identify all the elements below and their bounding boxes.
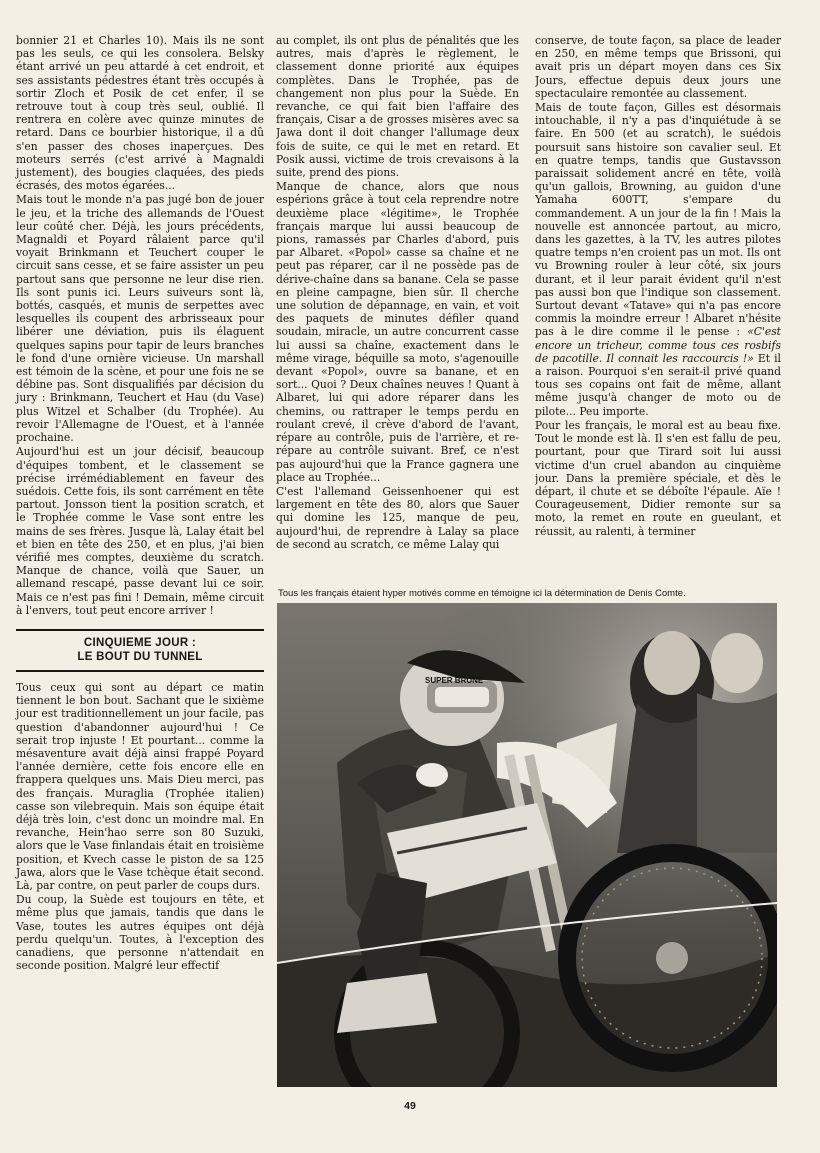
helmet-text: SUPER BRUNE [425, 676, 484, 685]
paragraph: Aujourd'hui est un jour décisif, beaucoup d'équipes tombent, et le classement se précise irrémédiablement en faveur des suédois. Cette fois, ils sont carrément en tête partout. Jonsson tient la position scratch, et le Trophée comme le Vase sont entre les mains de ses frères. Jusque là, Lalay était bel et bien en tête des 250, et en plus, j'ai bien vérifié mes comptes, deuxième du scratch. Manque de chance, voilà que Sauer, un allemand rescapé, passe devant lui ce soir. Mais ce n'est pas fini ! Demain, même circuit à l'envers, tout peut encore arriver ! [16, 445, 264, 617]
paragraph-text: Mais de toute façon, Gilles est désormais intouchable, il n'y a pas d'inquiétude à se faire. En 500 (et au scratch), le suédois poursuit sans histoire son cavalier seul. Et en quatre temps, tandis que Gustavsson paraissait solidement ancré en tête, voilà qu'un gallois, Browning, au guidon d'une Yamaha 600TT, s'empare du commandement. A un jour de la fin ! Mais la nouvelle est annoncée partout, au micro, dans les gazettes, à la TV, les autres pilotes quatre temps n'en croient pas un mot. Ils ont vu Browning rouler à leur côté, six jours durant, et il leur parait évident qu'il n'est pas aussi bon que l'indique son classement. Surtout devant «Tatave» qui n'a pas encore commis la moindre erreur ! Albaret n'hésite pas à le dire comme il le pense : [535, 101, 781, 339]
photo-rider [277, 603, 777, 1087]
paragraph [535, 101, 781, 418]
paragraph: Du coup, la Suède est toujours en tête, et même plus que jamais, tandis que dans le Vase, toutes les autres équipes ont déjà perdu quelqu'un. Toutes, à l'exception des canadiens, que personne n'attendait en seconde position. Malgré leur effectif [16, 893, 264, 973]
paragraph: Mais tout le monde n'a pas jugé bon de jouer le jeu, et la triche des allemands de l'Ouest leur coûté cher. Déjà, les jours précédents, Magnaldi et Poyard râlaient parce qu'il voyait Brinkmann et Teuchert couper le circuit sans cesse, et se faire assister un peu partout sans que personne ne leur dise rien. Ils sont punis ici. Leurs suiveurs sont là, bottés, casqués, et munis de serpettes avec lesquelles ils coupent des arbrisseaux pour libérer une déviation, puis ils élaguent quelques sapins pour tapir de leurs branches le fond d'une ornière vicieuse. Un marshall est témoin de la scène, et pour une fois ne se débine pas. Sont disqualifiés par décision du jury : Brinkmann, Teuchert et Hau (du Vase) plus Witzel et Schalber (du Trophée). Au revoir l'Allemagne de l'Ouest, et à l'année prochaine. [16, 193, 264, 445]
paragraph: Pour les français, le moral est au beau fixe. Tout le monde est là. Il s'en est fallu de peu, pourtant, pour que Tirard soit lui aussi victime d'un cruel abandon au cinquième jour. Dans la première spéciale, et dès le départ, il chute et se déboîte l'épaule. Aïe ! Courageusement, Didier remonte sur sa moto, la remet en route en gueulant, et réussit, au ralenti, à terminer [535, 418, 781, 538]
section-title-line: CINQUIEME JOUR : [83, 636, 197, 649]
paragraph: C'est l'allemand Geissenhoener qui est largement en tête des 80, alors que Sauer qui domine les 125, manque de peu, aujourd'hui, de reprendre à Lalay sa place de second au scratch, ce même Lalay qui [276, 484, 519, 551]
paragraph: Manque de chance, alors que nous espérions grâce à tout cela reprendre notre deuxième place «légitime», le Trophée français marque lui aussi beaucoup de pions, ramassés par Charles d'abord, puis par Albaret. «Popol» casse sa chaîne et ne peut pas réparer, car il ne possède pas de dérive-chaîne dans sa banane. Cela se passe en pleine campagne, bien sûr. Il cherche une solution de dépannage, en vain, et voit des paquets de minutes défiler quand soudain, miracle, un autre concurrent casse lui aussi sa chaîne, exactement dans le même virage, béquille sa moto, s'agenouille devant «Popol», ouvre sa banane, et en sort... Quoi ? Deux chaînes neuves ! Quant à Albaret, lui qui adore réparer dans les chemins, ou rattraper le temps perdu en roulant crevé, il crève d'abord de l'avant, répare au contrôle, puis de l'arrière, et re-répare au contrôle suivant. Bref, ce n'est pas aujourd'hui que la France gagnera une place au Trophée... [276, 180, 519, 484]
paragraph: au complet, ils ont plus de pénalités que les autres, mais d'après le règlement, le classement donne priorité aux équipes complètes. Dans le Trophée, pas de changement non plus pour la Suède. En revanche, ce qui fait bien l'affaire des français, Cisar a de grosses misères avec sa Jawa dont il doit changer l'allumage deux fois de suite, ce qui le met en retard. Et Posik aussi, victime de trois crevaisons à la suite, prend des pions. [276, 34, 519, 180]
paragraph-text: Et il a raison. Pourquoi s'en serait-il privé quand tous ses copains ont fait de même, allant même jusqu'à changer de moto ou de pilote... Peu importe. [535, 351, 781, 418]
rider-photo-drawing [277, 603, 777, 1087]
section-heading [16, 629, 264, 672]
section-title-line: LE BOUT DU TUNNEL [77, 650, 203, 663]
paragraph: bonnier 21 et Charles 10). Mais ils ne sont pas les seuls, ce qui les consolera. Belsky étant arrivé un peu attardé à cet endroit, et ses assistants pédestres étant très occupés à sortir Zloch et Posik de cet enfer, il se retrouve tout à coup très seul, oublié. Il rentrera en colère avec quinze minutes de retard. Dans ce bourbier historique, il a dû s'en passer des choses inaperçues. Des moteurs serrés (c'est arrivé à Magnaldi justement), des bougies claquées, des pieds écrasés, des motos égarées... [16, 34, 264, 193]
page-number: 49 [404, 1100, 416, 1112]
column-3 [535, 34, 781, 584]
paragraph: conserve, de toute façon, sa place de leader en 250, en même temps que Brissoni, qui avait pris un départ moyen dans ces Six Jours, effectue depuis deux jours une spectaculaire remontée au classement. [535, 34, 781, 100]
quote: «C'est encore un tricheur, comme tous ces rosbifs de pacotille. Il connait les raccourcis !» [535, 325, 781, 365]
column-2 [276, 34, 519, 584]
paragraph: Tous ceux qui sont au départ ce matin tiennent le bon bout. Sachant que le sixième jour est traditionnellement un jour facile, pas question d'abandonner aujourd'hui ! Ce serait trop injuste ! Et pourtant... comme la mésaventure avait déjà ainsi frappé Poyard l'année dernière, cette fois encore elle en frappera quelques uns. Mais Dieu merci, pas des français. Muraglia (Trophée italien) casse son vilebrequin. Mais son équipe était déjà très loin, c'est donc un moindre mal. En revanche, Hein'hao serre son 80 Suzuki, alors que le Vase finlandais était en troisième position, et Kvech casse le piston de sa 125 Jawa, alors que le Vase tchèque était second. Là, par contre, on peut parler de coups durs. [16, 680, 264, 892]
column-1 [16, 34, 264, 973]
photo-caption: Tous les français étaient hyper motivés comme en témoigne ici la détermination de Denis Comte. [278, 588, 686, 599]
